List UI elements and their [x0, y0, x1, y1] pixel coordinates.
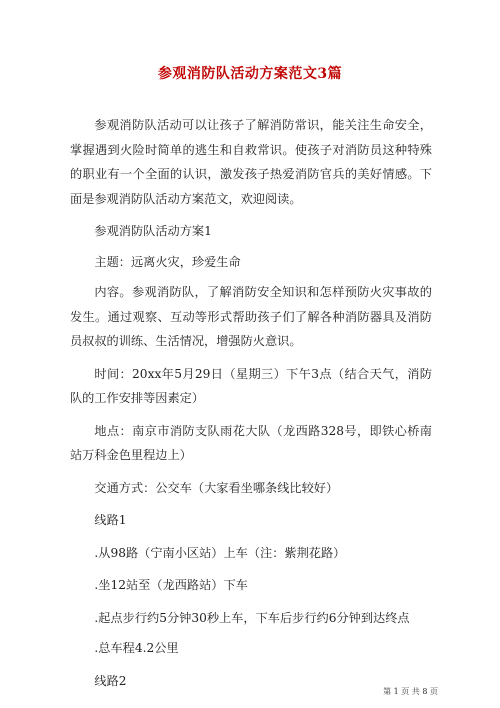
paragraph-intro: 参观消防队活动可以让孩子了解消防常识，能关注生命安全，掌握遇到火险时简单的逃生和自救常识。使孩子对消防员这种特殊的职业有一个全面的认识，激发孩子热爱消防官兵的美好情感。下面是参观消防队活动方案范文，欢迎阅读。: [70, 118, 432, 206]
paragraph-route1-step1: .从98路（宁南小区站）上车（注：紫荆花路）: [94, 545, 346, 560]
paragraph-plan-heading: 参观消防队活动方案1: [94, 224, 212, 238]
paragraph-transport: 交通方式：公交车（大家看坐哪条线比较好）: [94, 480, 339, 495]
paragraph-location: 地点：南京市消防支队雨花大队（龙西路328号，即铁心桥南站万科金色里程边上）: [70, 423, 432, 462]
paragraph-content: 内容。参观消防队，了解消防安全知识和怎样预防火灾事故的发生。通过观察、互动等形式帮助孩子们了解各种消防器具及消防员叔叔的训练、生活情况，增强防火意识。: [70, 285, 432, 348]
paragraph-route1-total: .总车程4.2公里: [94, 641, 179, 655]
paragraph-route1-step2: .坐12站至（龙西路站）下车: [94, 578, 248, 592]
paragraph-route2-heading: 线路2: [94, 673, 127, 688]
paragraph-route1-heading: 线路1: [94, 513, 127, 527]
paragraph-theme: 主题：远离火灾，珍爱生命: [94, 254, 241, 269]
paragraph-route1-step3: .起点步行约5分钟30秒上车，下车后步行约6分钟到达终点: [94, 610, 410, 625]
document-body: [70, 113, 432, 701]
page-footer: 第 1 页 共 8 页: [383, 687, 438, 696]
paragraph-time: 时间：20xx年5月29日（星期三）下午3点（结合天气，消防队的工作安排等因素定）: [70, 366, 432, 405]
document-title: 参观消防队活动方案范文3篇: [157, 66, 343, 82]
